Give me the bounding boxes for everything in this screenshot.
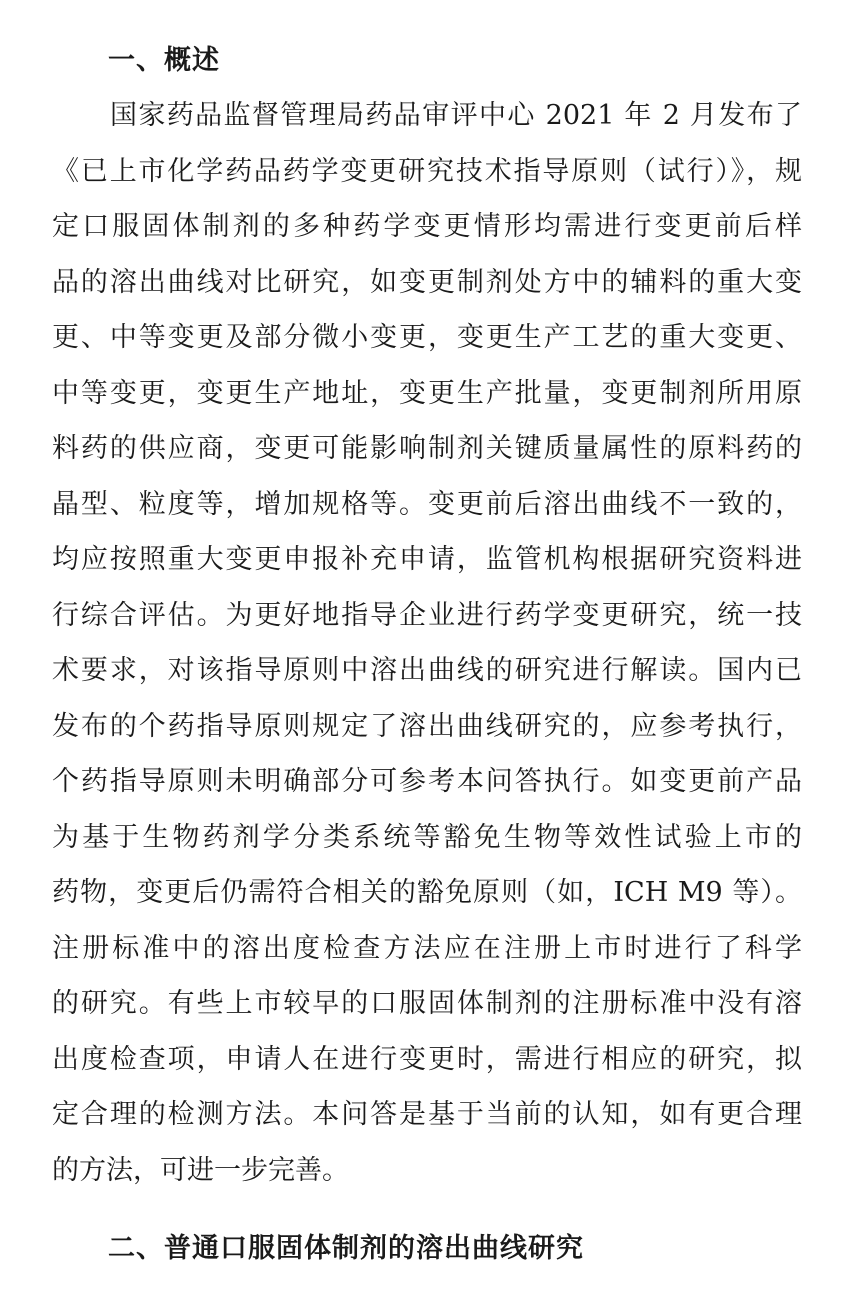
paragraph-line: 定口服固体制剂的多种药学变更情形均需进行变更前后样: [52, 211, 802, 242]
paragraph-line: 药物，变更后仍需符合相关的豁免原则（如，ICH M9 等）。: [52, 877, 802, 908]
paragraph-line: 均应按照重大变更申报补充申请，监管机构根据研究资料进: [52, 544, 802, 575]
paragraph-line: 出度检查项，申请人在进行变更时，需进行相应的研究，拟: [52, 1043, 802, 1075]
section-two-title: 二、普通口服固体制剂的溶出曲线研究: [108, 1233, 584, 1264]
paragraph-line: 发布的个药指导原则规定了溶出曲线研究的，应参考执行，: [52, 710, 802, 742]
paragraph-line: 的方法，可进一步完善。: [52, 1154, 349, 1186]
paragraph-line: 行综合评估。为更好地指导企业进行药学变更研究，统一技: [52, 599, 802, 631]
paragraph-line: 的研究。有些上市较早的口服固体制剂的注册标准中没有溶: [52, 988, 802, 1019]
paragraph-line: 晶型、粒度等，增加规格等。变更前后溶出曲线不一致的，: [52, 488, 802, 520]
paragraph-line: 品的溶出曲线对比研究，如变更制剂处方中的辅料的重大变: [52, 266, 802, 298]
paragraph-line: 中等变更，变更生产地址，变更生产批量，变更制剂所用原: [52, 377, 802, 409]
paragraph-line: 注册标准中的溶出度检查方法应在注册上市时进行了科学: [52, 932, 802, 964]
section-one-title: 一、概述: [108, 45, 220, 76]
paragraph-line: 为基于生物药剂学分类系统等豁免生物等效性试验上市的: [52, 821, 802, 853]
paragraph-line: 个药指导原则未明确部分可参考本问答执行。如变更前产品: [52, 766, 802, 797]
paragraph-line: 《已上市化学药品药学变更研究技术指导原则（试行）》，规: [52, 155, 802, 187]
paragraph-line: 更、中等变更及部分微小变更，变更生产工艺的重大变更、: [52, 322, 802, 353]
paragraph-line: 术要求，对该指导原则中溶出曲线的研究进行解读。国内已: [52, 655, 802, 686]
paragraph-line: 料药的供应商，变更可能影响制剂关键质量属性的原料药的: [52, 433, 802, 464]
paragraph-line: 定合理的检测方法。本问答是基于当前的认知，如有更合理: [52, 1099, 802, 1130]
paragraph-line: 国家药品监督管理局药品审评中心 2021 年 2 月发布了: [110, 100, 802, 131]
